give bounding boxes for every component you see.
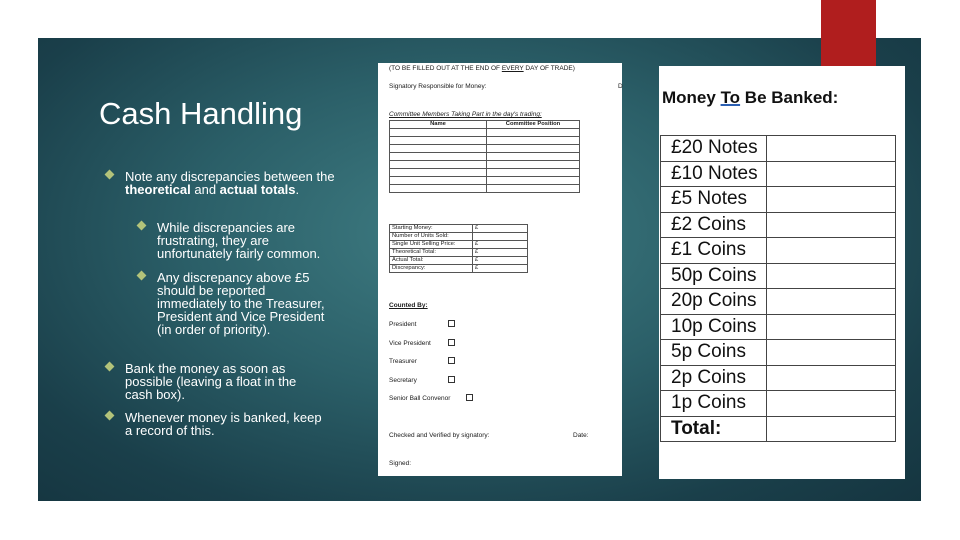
money-row-value (767, 314, 896, 340)
table-row (661, 289, 896, 315)
checkbox-senior-ball-convenor[interactable] (466, 394, 473, 401)
summary-value: £ (473, 265, 528, 273)
summary-label: Starting Money: (390, 225, 473, 233)
summary-value: £ (473, 249, 528, 257)
table-row (390, 145, 580, 153)
summary-value: £ (473, 257, 528, 265)
bullet-1-text-mid: and (190, 182, 220, 197)
form-header-post: DAY OF TRADE) (523, 65, 575, 72)
slide-title: Cash Handling (99, 96, 303, 131)
checkbox-treasurer[interactable] (448, 357, 455, 364)
checkbox-secretary[interactable] (448, 376, 455, 383)
form-header-every: EVERY (501, 65, 524, 72)
bullet-2-text: While discrepancies are frustrating, they are unfortunately fairly common. (157, 220, 321, 261)
money-row-label: 20p Coins (661, 289, 767, 315)
bullet-4 (125, 362, 325, 401)
table-row (661, 187, 896, 213)
money-row-value (767, 365, 896, 391)
money-row-label: 50p Coins (661, 263, 767, 289)
table-row (390, 265, 528, 273)
money-row-value (767, 391, 896, 417)
table-row (661, 161, 896, 187)
table-row (390, 249, 528, 257)
col-position: Committee Position (487, 121, 580, 129)
money-row-value (767, 263, 896, 289)
summary-table (389, 224, 528, 273)
summary-label: Single Unit Selling Price: (390, 241, 473, 249)
bullet-5-text: Whenever money is banked, keep a record of this. (125, 410, 322, 438)
role-treasurer: Treasurer (389, 358, 417, 365)
money-title-to: To (720, 88, 741, 107)
table-row (661, 391, 896, 417)
bullet-1-text: Note any discrepancies between the (125, 169, 335, 184)
table-row (390, 153, 580, 161)
table-row-total (661, 416, 896, 442)
table-row (661, 136, 896, 162)
table-row (661, 212, 896, 238)
money-row-label: £1 Coins (661, 238, 767, 264)
table-row (390, 185, 580, 193)
table-row (661, 263, 896, 289)
bullet-2 (157, 221, 342, 260)
form-header-pre: (TO BE FILLED OUT AT THE END OF (389, 65, 502, 72)
table-row (661, 365, 896, 391)
role-vice-president: Vice President (389, 340, 431, 347)
bullet-3 (157, 271, 329, 336)
committee-table (389, 120, 580, 193)
form-signatory: Signatory Responsible for Money: (389, 83, 487, 90)
table-row (661, 314, 896, 340)
role-secretary: Secretary (389, 377, 417, 384)
table-row (390, 169, 580, 177)
summary-value: £ (473, 241, 528, 249)
table-row (390, 241, 528, 249)
bullet-1-bold-actual: actual totals (219, 182, 296, 197)
money-row-label: 10p Coins (661, 314, 767, 340)
summary-value: £ (473, 225, 528, 233)
summary-label: Number of Units Sold: (390, 233, 473, 241)
form-committee-heading: Committee Members Taking Part in the day's trading: (389, 111, 542, 118)
money-row-label: 2p Coins (661, 365, 767, 391)
bullet-1 (125, 170, 345, 196)
trading-form (378, 63, 622, 476)
money-title-post: Be Banked: (740, 88, 839, 107)
table-row (390, 177, 580, 185)
money-row-label: £2 Coins (661, 212, 767, 238)
money-row-label: £20 Notes (661, 136, 767, 162)
table-row (390, 137, 580, 145)
money-row-value (767, 136, 896, 162)
table-row (390, 233, 528, 241)
money-row-value (767, 187, 896, 213)
date-label: Date: (573, 432, 589, 439)
summary-value (473, 233, 528, 241)
money-table (660, 135, 896, 442)
money-row-label: 1p Coins (661, 391, 767, 417)
table-row (390, 129, 580, 137)
money-row-value (767, 161, 896, 187)
table-row (390, 161, 580, 169)
summary-label: Discrepancy: (390, 265, 473, 273)
checkbox-president[interactable] (448, 320, 455, 327)
form-edge-char: D (618, 83, 623, 90)
bullet-4-text: Bank the money as soon as possible (leaving a float in the cash box). (125, 361, 297, 402)
table-row (661, 238, 896, 264)
table-row (661, 340, 896, 366)
money-row-total-value (767, 416, 896, 442)
role-senior-ball-convenor: Senior Ball Convenor (389, 395, 451, 402)
summary-label: Theoretical Total: (390, 249, 473, 257)
money-to-be-banked-card (659, 66, 905, 479)
money-title-pre: Money (662, 88, 721, 107)
money-row-total-label: Total: (661, 416, 767, 442)
signed-label: Signed: (389, 460, 412, 467)
col-name: Name (390, 121, 487, 129)
bullet-1-text-end: . (295, 182, 300, 197)
money-row-label: £10 Notes (661, 161, 767, 187)
money-title (662, 88, 838, 108)
money-row-value (767, 289, 896, 315)
money-row-value (767, 340, 896, 366)
role-president: President (389, 321, 417, 328)
table-row (390, 225, 528, 233)
summary-label: Actual Total: (390, 257, 473, 265)
form-header (389, 65, 575, 72)
money-row-label: 5p Coins (661, 340, 767, 366)
table-row (390, 257, 528, 265)
bullet-5 (125, 411, 325, 437)
bullet-3-text: Any discrepancy above £5 should be reported immediately to the Treasurer, President and Vice President (in order of priority). (157, 270, 325, 337)
money-row-value (767, 212, 896, 238)
checkbox-vice-president[interactable] (448, 339, 455, 346)
counted-by-heading: Counted By: (389, 302, 428, 309)
bullet-1-bold-theoretical: theoretical (125, 182, 191, 197)
checked-by-signatory: Checked and Verified by signatory: (389, 432, 490, 439)
money-row-label: £5 Notes (661, 187, 767, 213)
money-row-value (767, 238, 896, 264)
